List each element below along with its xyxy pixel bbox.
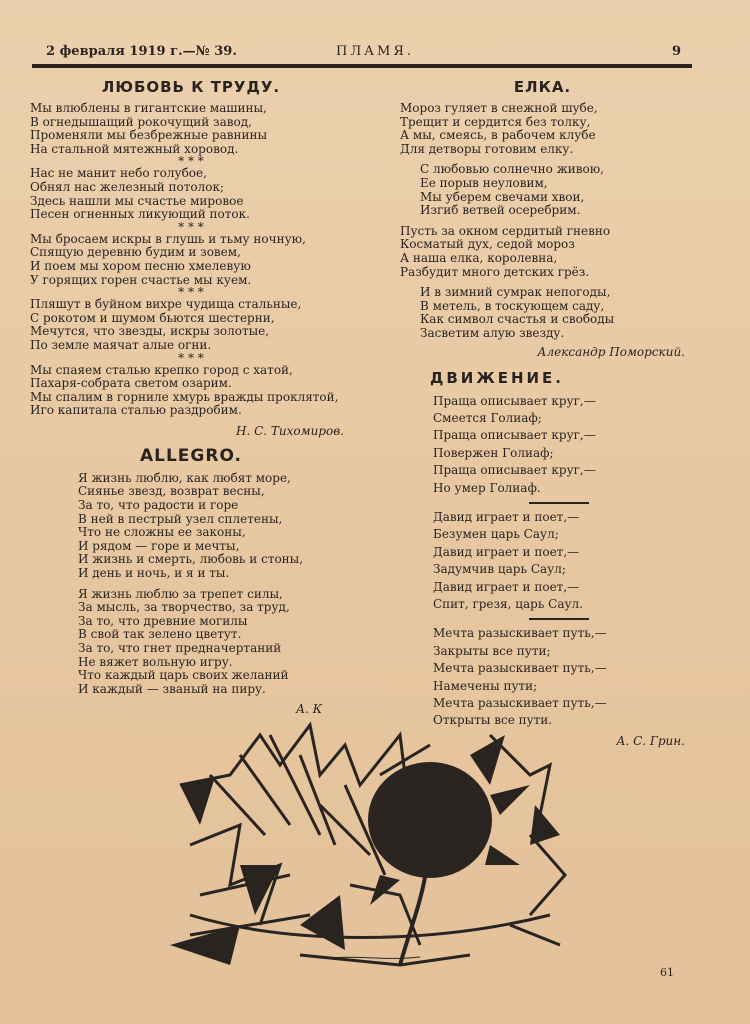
stanza xyxy=(78,588,352,697)
poem-body xyxy=(400,393,685,730)
stanza-separator: * * * xyxy=(178,350,204,365)
issue-date: 2 февраля 1919 г.—№ 39. xyxy=(46,44,237,59)
footer-code: 61 xyxy=(660,966,674,979)
poem-body xyxy=(30,472,352,697)
verse-line: Мы спалим в горниле хмурь вражды проклятой, xyxy=(30,389,339,404)
verse-line: Намечены пути; xyxy=(433,678,538,693)
verse-line: С любовью солнечно живою, xyxy=(420,162,604,177)
verse-line: Открыты все пути. xyxy=(433,713,553,728)
verse-line: Косматый дух, седой мороз xyxy=(400,237,575,252)
verse-line: Праща описывает круг,— xyxy=(433,463,596,478)
verse-line: За то, что древние могилы xyxy=(78,613,248,628)
verse-line: Смеется Голиаф; xyxy=(433,410,542,425)
verse-line: А наша елка, королевна, xyxy=(400,250,558,265)
verse-line: Мороз гуляет в снежной шубе, xyxy=(400,101,598,115)
verse-line: С рокотом и шумом бьются шестерни, xyxy=(30,310,275,325)
right-column xyxy=(400,78,685,748)
stanza-separator: * * * xyxy=(178,219,204,234)
verse-line: Сиянье звезд, возврат весны, xyxy=(78,484,265,499)
verse-line: За мысль, за творчество, за труд, xyxy=(78,600,290,615)
verse-line: Мечта разыскивает путь,— xyxy=(433,696,607,710)
verse-line: В огнедышащий рокочущий завод, xyxy=(30,114,252,129)
verse-line: Безумен царь Саул; xyxy=(433,527,559,542)
poem-title: ALLEGRO. xyxy=(139,445,242,466)
verse-line: А мы, смеясь, в рабочем клубе xyxy=(400,128,596,143)
verse-line: Мы бросаем искры в глушь и тьму ночную, xyxy=(30,231,306,246)
verse-line: Пляшут в буйном вихре чудища стальные, xyxy=(30,297,302,312)
verse-line: Не вяжет вольную игру. xyxy=(78,654,233,669)
stanza xyxy=(30,167,352,221)
verse-line: В метель, в тоскующем саду, xyxy=(420,298,605,313)
verse-line: Мы влюблены в гигантские машины, xyxy=(30,101,267,115)
verse-line: Праща описывает круг,— xyxy=(433,393,596,408)
verse-line: У горящих горен счастье мы куем. xyxy=(30,272,252,287)
verse-line: Я жизнь люблю, как любят море, xyxy=(78,470,291,485)
verse-line: Спит, грезя, царь Саул. xyxy=(433,596,583,611)
verse-line: Как символ счастья и свободы xyxy=(420,312,615,327)
verse-line: Задумчив царь Саул; xyxy=(433,562,566,577)
verse-line: Для детворы готовим елку. xyxy=(400,141,574,156)
sunflower-head xyxy=(368,762,492,878)
poem-body xyxy=(30,102,352,418)
verse-line: Изгиб ветвей осеребрим. xyxy=(420,203,581,218)
verse-line: Что каждый царь своих желаний xyxy=(78,668,289,683)
stanza xyxy=(30,233,352,287)
verse-line: Закрыты все пути; xyxy=(433,643,551,658)
verse-line: И каждый — званый на пиру. xyxy=(78,681,266,696)
left-column xyxy=(30,78,352,716)
verse-line: Мечутся, что звезды, искры золотые, xyxy=(30,324,270,339)
verse-line: Засветим алую звезду. xyxy=(420,325,565,340)
verse-line: Променяли мы безбрежные равнины xyxy=(30,128,268,143)
stanza xyxy=(30,364,352,418)
verse-line: И рядом — горе и мечты, xyxy=(78,538,240,553)
verse-line: Давид играет и поет,— xyxy=(433,579,580,594)
verse-line: Иго капитала сталью раздробим. xyxy=(30,403,242,418)
verse-line: И день и ночь, и я и ты. xyxy=(78,566,230,581)
verse-line: Нас не манит небо голубое, xyxy=(30,166,207,181)
verse-line: Мы уберем свечами хвои, xyxy=(420,189,585,204)
page-number: 9 xyxy=(672,44,682,59)
verse-line: Давид играет и поет,— xyxy=(433,544,580,559)
verse-line: Обнял нас железный потолок; xyxy=(30,179,225,194)
newspaper-title: ПЛАМЯ. xyxy=(336,44,414,59)
stanza-divider xyxy=(529,502,589,504)
stanza xyxy=(400,225,685,279)
verse-line: На стальной мятежный хоровод. xyxy=(30,141,239,156)
verse-line: Мы спаяем сталью крепко город с хатой, xyxy=(30,362,293,377)
verse-line: В свой так зелено цветут. xyxy=(78,627,242,642)
verse-line: Мечта разыскивает путь,— xyxy=(433,626,607,641)
verse-line: За то, что гнет предначертаний xyxy=(78,641,282,655)
stanza xyxy=(30,102,352,156)
verse-line: Давид играет и поет,— xyxy=(433,509,580,524)
poem-body xyxy=(400,102,685,341)
stanza-divider xyxy=(529,618,589,620)
poem-author: А. С. Грин. xyxy=(616,733,685,748)
verse-line: За то, что радости и горе xyxy=(78,498,239,513)
stanza xyxy=(30,298,352,352)
sunflower-stem xyxy=(400,877,425,965)
verse-line: Здесь нашли мы счастье мировое xyxy=(30,193,244,208)
verse-line: Трещит и сердится без толку, xyxy=(400,114,591,129)
verse-line: Пусть за окном сердитый гневно xyxy=(400,223,611,238)
verse-line: Пахаря-собрата светом озарим. xyxy=(30,376,232,391)
pot-outline xyxy=(190,915,550,938)
verse-line: Повержен Голиаф; xyxy=(433,445,554,460)
stanza xyxy=(400,286,685,340)
verse-line: По земле маячат алые огни. xyxy=(30,337,212,352)
verse-line: В ней в пестрый узел сплетены, xyxy=(78,511,283,526)
stanza xyxy=(78,472,352,581)
verse-line: И поем мы хором песню хмелевую xyxy=(30,258,251,273)
stanza xyxy=(433,393,685,497)
verse-line: И в зимний сумрак непогоды, xyxy=(420,285,611,300)
verse-line: Что не сложны ее законы, xyxy=(78,525,246,540)
verse-line: И жизнь и смерть, любовь и стоны, xyxy=(78,552,304,567)
sunflower-woodcut xyxy=(170,715,570,975)
verse-line: Но умер Голиаф. xyxy=(433,480,541,495)
stanza xyxy=(400,163,685,217)
header-rule xyxy=(32,64,692,68)
verse-line: Песен огненных ликующий поток. xyxy=(30,207,250,222)
poem-author: Александр Поморский. xyxy=(537,344,685,359)
verse-line: Спящую деревню будим и зовем, xyxy=(30,245,241,260)
poem-author: А. К xyxy=(295,702,322,717)
verse-line: Мечта разыскивает путь,— xyxy=(433,661,607,676)
stanza xyxy=(433,509,685,613)
stanza-separator: * * * xyxy=(178,285,204,300)
poem-title: ЛЮБОВЬ К ТРУДУ. xyxy=(101,78,281,96)
verse-line: Ее порыв неуловим, xyxy=(420,175,548,190)
stanza xyxy=(400,102,685,156)
poem-title: ДВИЖЕНИЕ. xyxy=(430,368,565,387)
verse-line: Праща описывает круг,— xyxy=(433,428,596,443)
verse-line: Я жизнь люблю за трепет силы, xyxy=(78,586,283,601)
verse-line: Разбудит много детских грёз. xyxy=(400,264,590,279)
poem-author: Н. С. Тихомиров. xyxy=(235,423,344,438)
stanza-separator: * * * xyxy=(178,154,204,169)
poem-title: ЕЛКА. xyxy=(513,78,572,96)
page-header xyxy=(0,44,750,66)
